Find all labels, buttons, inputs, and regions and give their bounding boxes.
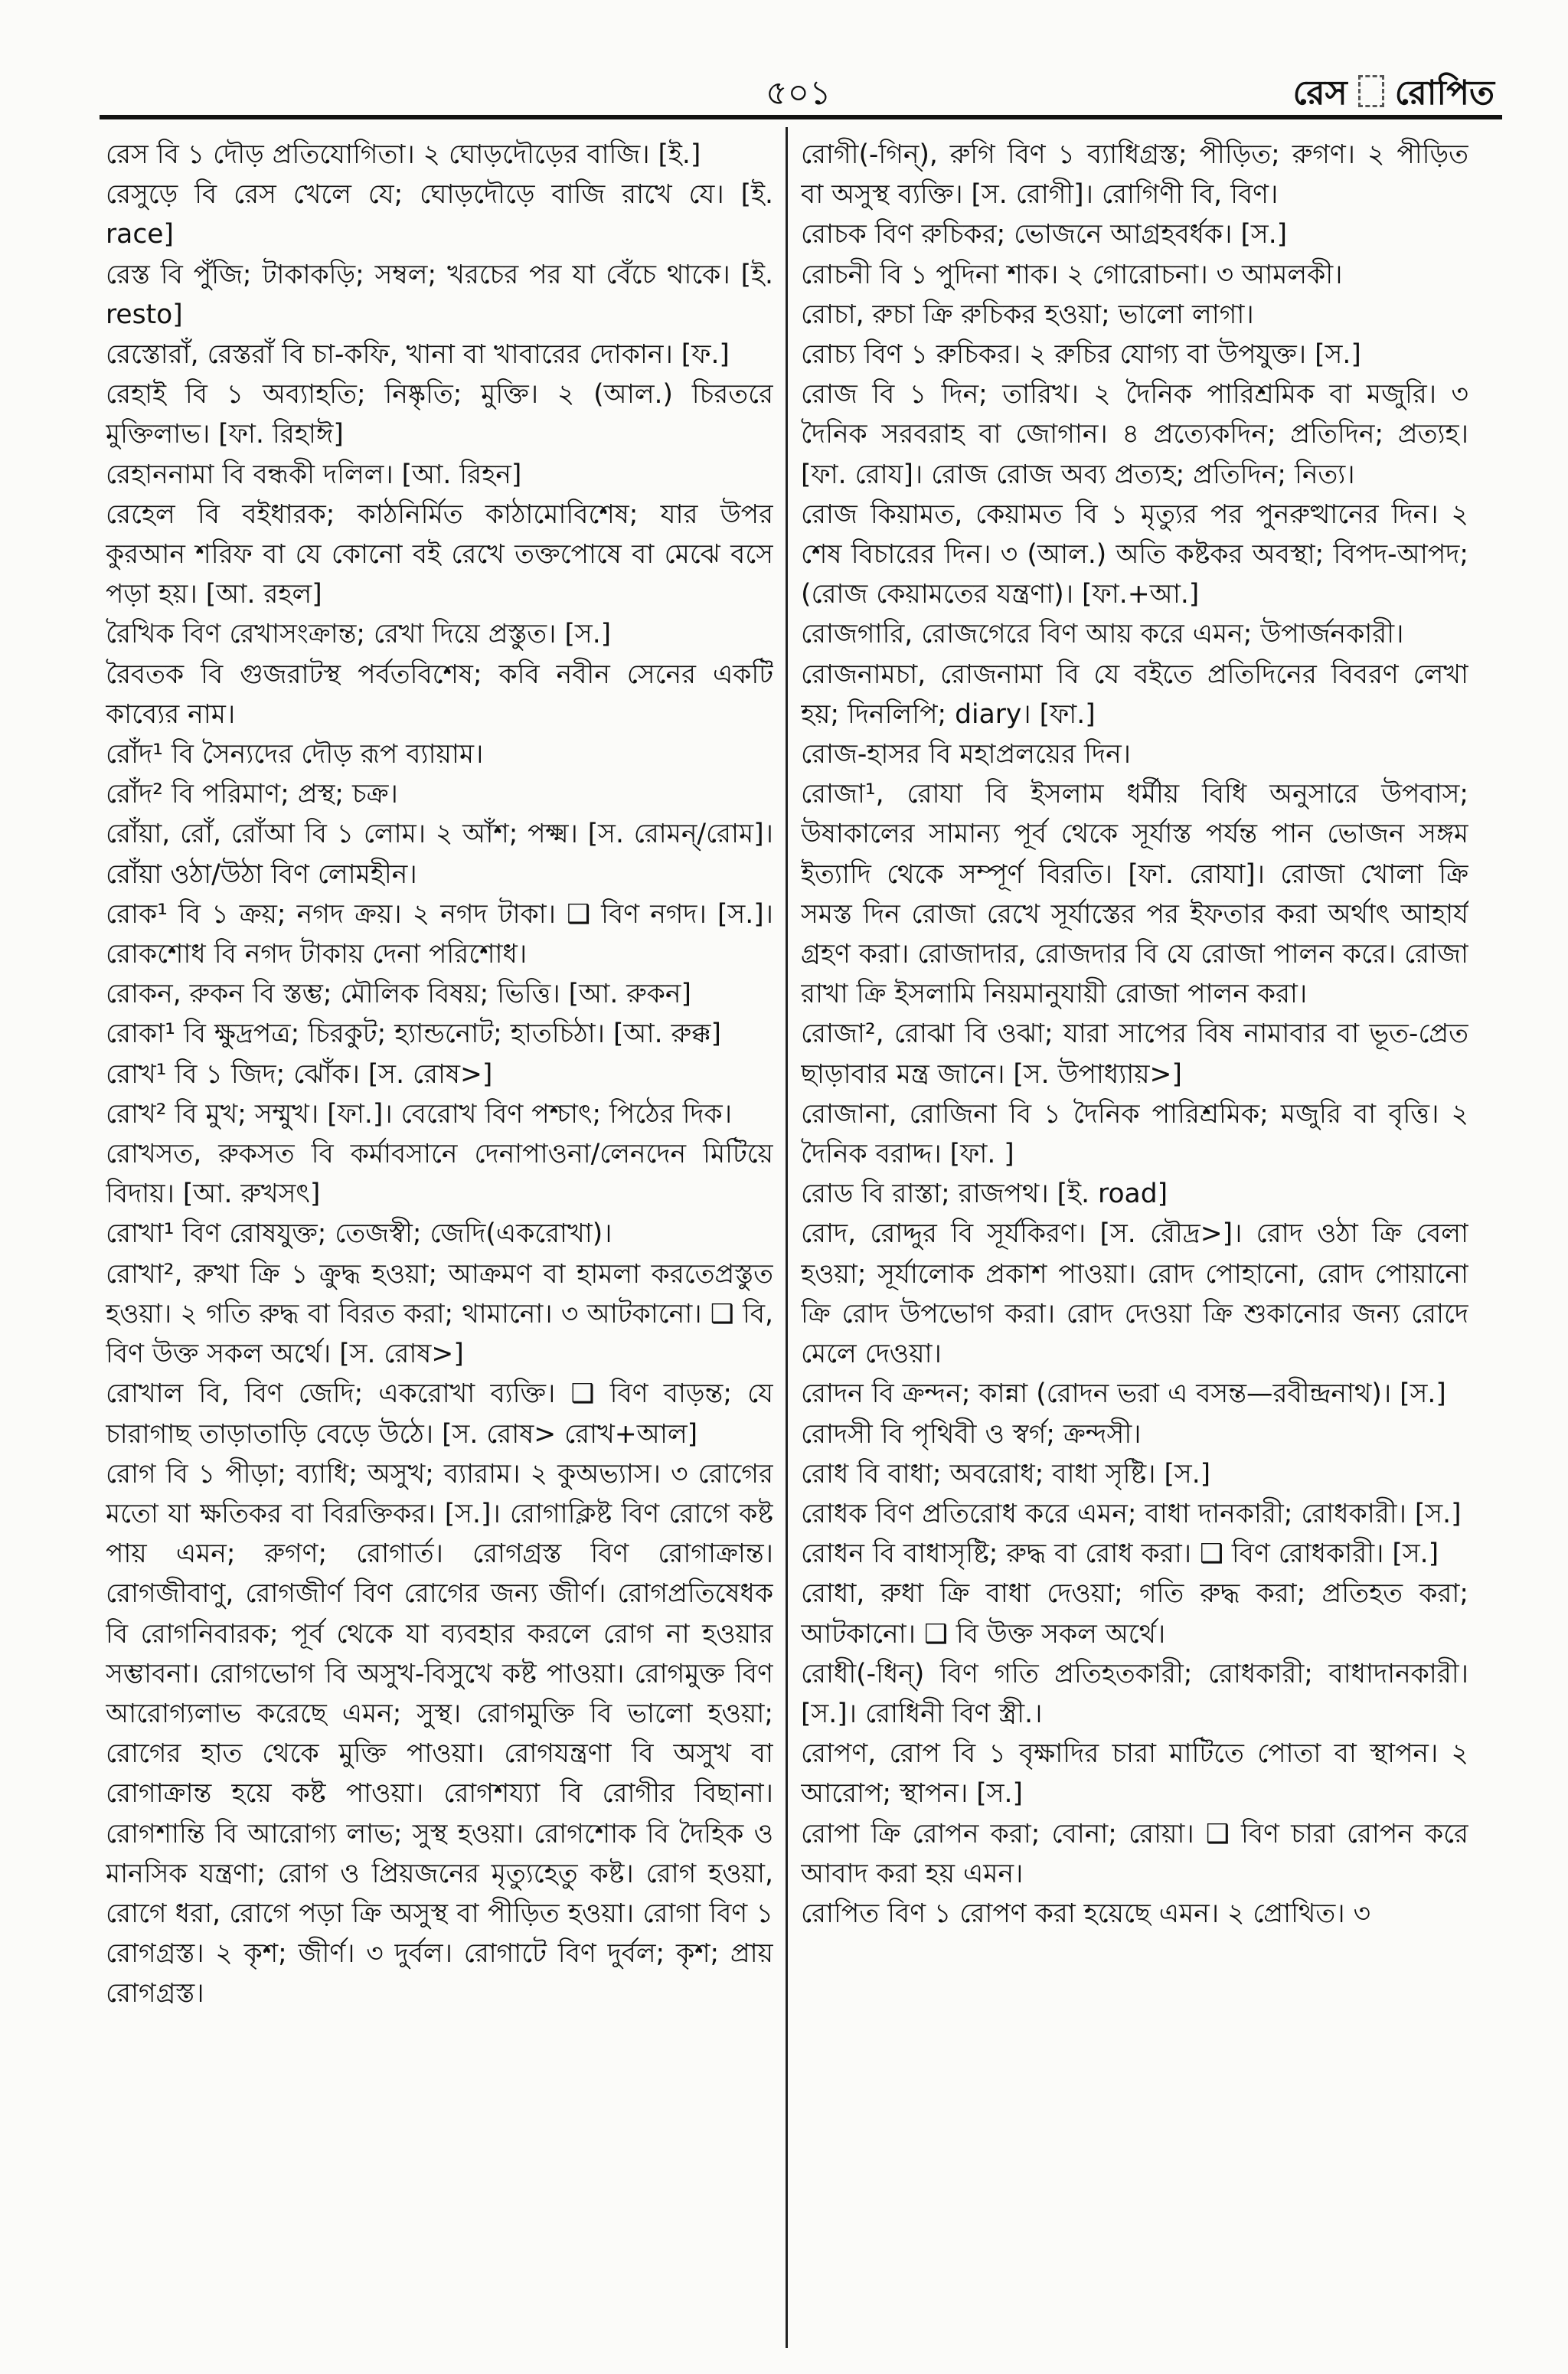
right-column (801, 135, 1468, 2348)
dictionary-entry: রোঁদ² বি পরিমাণ; প্রস্থ; চক্র। (106, 779, 398, 810)
dictionary-entry: রেস বি ১ দৌড় প্রতিযোগিতা। ২ ঘোড়দৌড়ের বাজি। [ই.] (106, 139, 701, 170)
dictionary-entry: রোখ² বি মুখ; সম্মুখ। [ফা.]। বেরোখ বিণ পশ্চাৎ; পিঠের দিক। (106, 1098, 733, 1130)
dictionary-entry: রোখা², রুখা ক্রি ১ ক্রুদ্ধ হওয়া; আক্রমণ বা হামলা করতেপ্রস্তুত হওয়া। ২ গতি রুদ্ধ বা বিরত করা; থামানো। ৩ আটকানো। ❑ বি, বিণ উক্ত সকল অর্থে। [স. রোষ>] (106, 1258, 773, 1370)
dictionary-entry: রোজগারি, রোজগেরে বিণ আয় করে এমন; উপার্জনকারী। (801, 619, 1404, 650)
dictionary-entry: রোচা, রুচা ক্রি রুচিকর হওয়া; ভালো লাগা। (801, 299, 1254, 330)
dictionary-entry: রোকন, রুকন বি স্তম্ভ; মৌলিক বিষয়; ভিত্তি। [আ. রুকন] (106, 979, 691, 1010)
dictionary-entry: রোঁয়া, রোঁ, রোঁআ বি ১ লোম। ২ আঁশ; পক্ষ্ম। [স. রোমন্/রোম]। রোঁয়া ওঠা/উঠা বিণ লোমহীন। (106, 819, 773, 890)
dictionary-entry: রোধা, রুধা ক্রি বাধা দেওয়া; গতি রুদ্ধ করা; প্রতিহত করা; আটকানো। ❑ বি উক্ত সকল অর্থে। (801, 1578, 1468, 1650)
dictionary-entry: রোচক বিণ রুচিকর; ভোজনে আগ্রহবর্ধক। [স.] (801, 219, 1288, 250)
left-column (106, 135, 773, 2348)
dictionary-entry: রোধক বিণ প্রতিরোধ করে এমন; বাধা দানকারী; রোধকারী। [স.] (801, 1498, 1462, 1529)
guide-word-first: রেস (1292, 74, 1348, 113)
dictionary-entry: রোক¹ বি ১ ক্রয়; নগদ ক্রয়। ২ নগদ টাকা। ❑ বিণ নগদ। [স.]। রোকশোধ বি নগদ টাকায় দেনা পরিশোধ। (106, 898, 773, 970)
dictionary-entry: রোদ, রোদ্দুর বি সূর্যকিরণ। [স. রৌদ্র>]। রোদ ওঠা ক্রি বেলা হওয়া; সূর্যালোক প্রকাশ পাওয়া। রোদ পোহানো, রোদ পোয়ানো ক্রি রোদ উপভোগ করা। রোদ দেওয়া ক্রি শুকানোর জন্য রোদে মেলে দেওয়া। (801, 1218, 1468, 1370)
dictionary-entry: রেহাই বি ১ অব্যাহতি; নিষ্কৃতি; মুক্তি। ২ (আল.) চিরতরে মুক্তিলাভ। [ফা. রিহাঈ] (106, 379, 773, 450)
dictionary-entry: রোখসত, রুকসত বি কর্মাবসানে দেনাপাওনা/লেনদেন মিটিয়ে বিদায়। [আ. রুখসৎ] (106, 1139, 773, 1210)
dictionary-entry: রেহাননামা বি বন্ধকী দলিল। [আ. রিহন] (106, 459, 522, 490)
dictionary-entry: রোজনামচা, রোজনামা বি যে বইতে প্রতিদিনের বিবরণ লেখা হয়; দিনলিপি; diary। [ফা.] (801, 659, 1468, 730)
dictionary-entry: রোজা¹, রোযা বি ইসলাম ধর্মীয় বিধি অনুসারে উপবাস; উষাকালের সামান্য পূর্ব থেকে সূর্যাস্ত পর্যন্ত পান ভোজন সঙ্গম ইত্যাদি থেকে সম্পূর্ণ বিরতি। [ফা. রোযা]। রোজা খোলা ক্রি সমস্ত দিন রোজা রেখে সূর্যাস্তের পর ইফতার করা অর্থাৎ আহার্য গ্রহণ করা। রোজাদার, রোজদার বি যে রোজা পালন করে। রোজা রাখা ক্রি ইসলামি নিয়মানুযায়ী রোজা পালন করা। (801, 779, 1468, 1010)
dictionary-entry: রোজ বি ১ দিন; তারিখ। ২ দৈনিক পারিশ্রমিক বা মজুরি। ৩ দৈনিক সরবরাহ বা জোগান। ৪ প্রত্যেকদিন; প্রতিদিন; প্রত্যহ। [ফা. রোয]। রোজ রোজ অব্য প্রত্যহ; প্রতিদিন; নিত্য। (801, 379, 1468, 490)
dictionary-entry: রোখ¹ বি ১ জিদ; ঝোঁক। [স. রোষ>] (106, 1058, 493, 1090)
header-rule (100, 115, 1502, 119)
dictionary-entry: রোঁদ¹ বি সৈন্যদের দৌড় রূপ ব্যায়াম। (106, 739, 484, 770)
guide-separator-icon (1358, 75, 1384, 107)
dictionary-entry: রোজানা, রোজিনা বি ১ দৈনিক পারিশ্রমিক; মজুরি বা বৃত্তি। ২ দৈনিক বরাদ্দ। [ফা. ] (801, 1098, 1468, 1170)
dictionary-entry: রেসুড়ে বি রেস খেলে যে; ঘোড়দৌড়ে বাজি রাখে যে। [ই. race] (106, 179, 773, 250)
column-divider (786, 127, 788, 2348)
dictionary-entry: রোদসী বি পৃথিবী ও স্বর্গ; ক্রন্দসী। (801, 1418, 1142, 1450)
dictionary-entry: রোজ কিয়ামত, কেয়ামত বি ১ মৃত্যুর পর পুনরুত্থানের দিন। ২ শেষ বিচারের দিন। ৩ (আল.) অতি কষ্টকর অবস্থা; বিপদ-আপদ; (রোজ কেয়ামতের যন্ত্রণা)। [ফা.+আ.] (801, 499, 1468, 610)
dictionary-entry: রোচ্য বিণ ১ রুচিকর। ২ রুচির যোগ্য বা উপযুক্ত। [স.] (801, 339, 1361, 371)
dictionary-entry: রোজা², রোঝা বি ওঝা; যারা সাপের বিষ নামাবার বা ভূত-প্রেত ছাড়াবার মন্ত্র জানে। [স. উপাধ্যায়>] (801, 1019, 1468, 1090)
dictionary-entry: রোধী(-ধিন্) বিণ গতি প্রতিহতকারী; রোধকারী; বাধাদানকারী। [স.]। রোধিনী বিণ স্ত্রী.। (801, 1658, 1468, 1729)
dictionary-entry: রোগ বি ১ পীড়া; ব্যাধি; অসুখ; ব্যারাম। ২ কুঅভ্যাস। ৩ রোগের মতো যা ক্ষতিকর বা বিরক্তিকর। [স.]। রোগাক্লিষ্ট বিণ রোগে কষ্ট পায় এমন; রুগণ; রোগার্ত। রোগগ্রস্ত বিণ রোগাক্রান্ত। রোগজীবাণু, রোগজীর্ণ বিণ রোগের জন্য জীর্ণ। রোগপ্রতিষেধক বি রোগনিবারক; পূর্ব থেকে যা ব্যবহার করলে রোগ না হওয়ার সম্ভাবনা। রোগভোগ বি অসুখ-বিসুখে কষ্ট পাওয়া। রোগমুক্ত বিণ আরোগ্যলাভ করেছে এমন; সুস্থ। রোগমুক্তি বি ভালো হওয়া; রোগের হাত থেকে মুক্তি পাওয়া। রোগযন্ত্রণা বি অসুখ বা রোগাক্রান্ত হয়ে কষ্ট পাওয়া। রোগশয্যা বি রোগীর বিছানা। রোগশান্তি বি আরোগ্য লাভ; সুস্থ হওয়া। রোগশোক বি দৈহিক ও মানসিক যন্ত্রণা; রোগ ও প্রিয়জনের মৃত্যুহেতু কষ্ট। রোগ হওয়া, রোগে ধরা, রোগে পড়া ক্রি অসুস্থ বা পীড়িত হওয়া। রোগা বিণ ১ রোগগ্রস্ত। ২ কৃশ; জীর্ণ। ৩ দুর্বল। রোগাটে বিণ দুর্বল; কৃশ; প্রায় রোগগ্রস্ত। (106, 1458, 773, 2009)
dictionary-entry: রেস্তোরাঁ, রেস্তরাঁ বি চা-কফি, খানা বা খাবারের দোকান। [ফ.] (106, 339, 730, 371)
guide-word-last: রোপিত (1394, 74, 1494, 113)
dictionary-entry: রোচনী বি ১ পুদিনা শাক। ২ গোরোচনা। ৩ আমলকী। (801, 259, 1343, 290)
dictionary-entry: রৈখিক বিণ রেখাসংক্রান্ত; রেখা দিয়ে প্রস্তুত। [স.] (106, 619, 612, 650)
dictionary-entry: রোকা¹ বি ক্ষুদ্রপত্র; চিরকুট; হ্যান্ডনোট; হাতচিঠা। [আ. রুক্ক] (106, 1019, 721, 1050)
dictionary-entry: রৈবতক বি গুজরাটস্থ পর্বতবিশেষ; কবি নবীন সেনের একটি কাব্যের নাম। (106, 659, 773, 730)
dictionary-entry: রোদন বি ক্রন্দন; কান্না (রোদন ভরা এ বসন্ত—রবীন্দ্রনাথ)। [স.] (801, 1378, 1446, 1410)
dictionary-entry: রোপিত বিণ ১ রোপণ করা হয়েছে এমন। ২ প্রোথিত। ৩ (801, 1898, 1371, 1929)
dictionary-entry: রোধ বি বাধা; অবরোধ; বাধা সৃষ্টি। [স.] (801, 1458, 1211, 1489)
dictionary-entry: রেহেল বি বইধারক; কাঠনির্মিত কাঠামোবিশেষ; যার উপর কুরআন শরিফ বা যে কোনো বই রেখে তক্তপোষে বা মেঝে বসে পড়া হয়। [আ. রহল] (106, 499, 773, 610)
dictionary-entry: রোজ-হাসর বি মহাপ্রলয়ের দিন। (801, 739, 1131, 770)
dictionary-entry: রোখাল বি, বিণ জেদি; একরোখা ব্যক্তি। ❑ বিণ বাড়ন্ত; যে চারাগাছ তাড়াতাড়ি বেড়ে উঠে। [স. রোষ> রোখ+আল] (106, 1378, 773, 1450)
dictionary-entry: রোড বি রাস্তা; রাজপথ। [ই. road] (801, 1179, 1168, 1210)
page-number: ৫০১ (766, 74, 831, 113)
dictionary-entry: রোধন বি বাধাসৃষ্টি; রুদ্ধ বা রোধ করা। ❑ বিণ রোধকারী। [স.] (801, 1539, 1439, 1570)
dictionary-entry: রেস্ত বি পুঁজি; টাকাকড়ি; সম্বল; খরচের পর যা বেঁচে থাকে। [ই. resto] (106, 259, 773, 330)
dictionary-entry: রোখা¹ বিণ রোষযুক্ত; তেজস্বী; জেদি(একরোখা)। (106, 1218, 612, 1250)
dictionary-entry: রোগী(-গিন্), রুগি বিণ ১ ব্যাধিগ্রস্ত; পীড়িত; রুগণ। ২ পীড়িত বা অসুস্থ ব্যক্তি। [স. রোগী]। রোগিণী বি, বিণ। (801, 139, 1468, 211)
dictionary-entry: রোপণ, রোপ বি ১ বৃক্ষাদির চারা মাটিতে পোতা বা স্থাপন। ২ আরোপ; স্থাপন। [স.] (801, 1738, 1468, 1810)
dictionary-entry: রোপা ক্রি রোপন করা; বোনা; রোয়া। ❑ বিণ চারা রোপন করে আবাদ করা হয় এমন। (801, 1818, 1468, 1889)
